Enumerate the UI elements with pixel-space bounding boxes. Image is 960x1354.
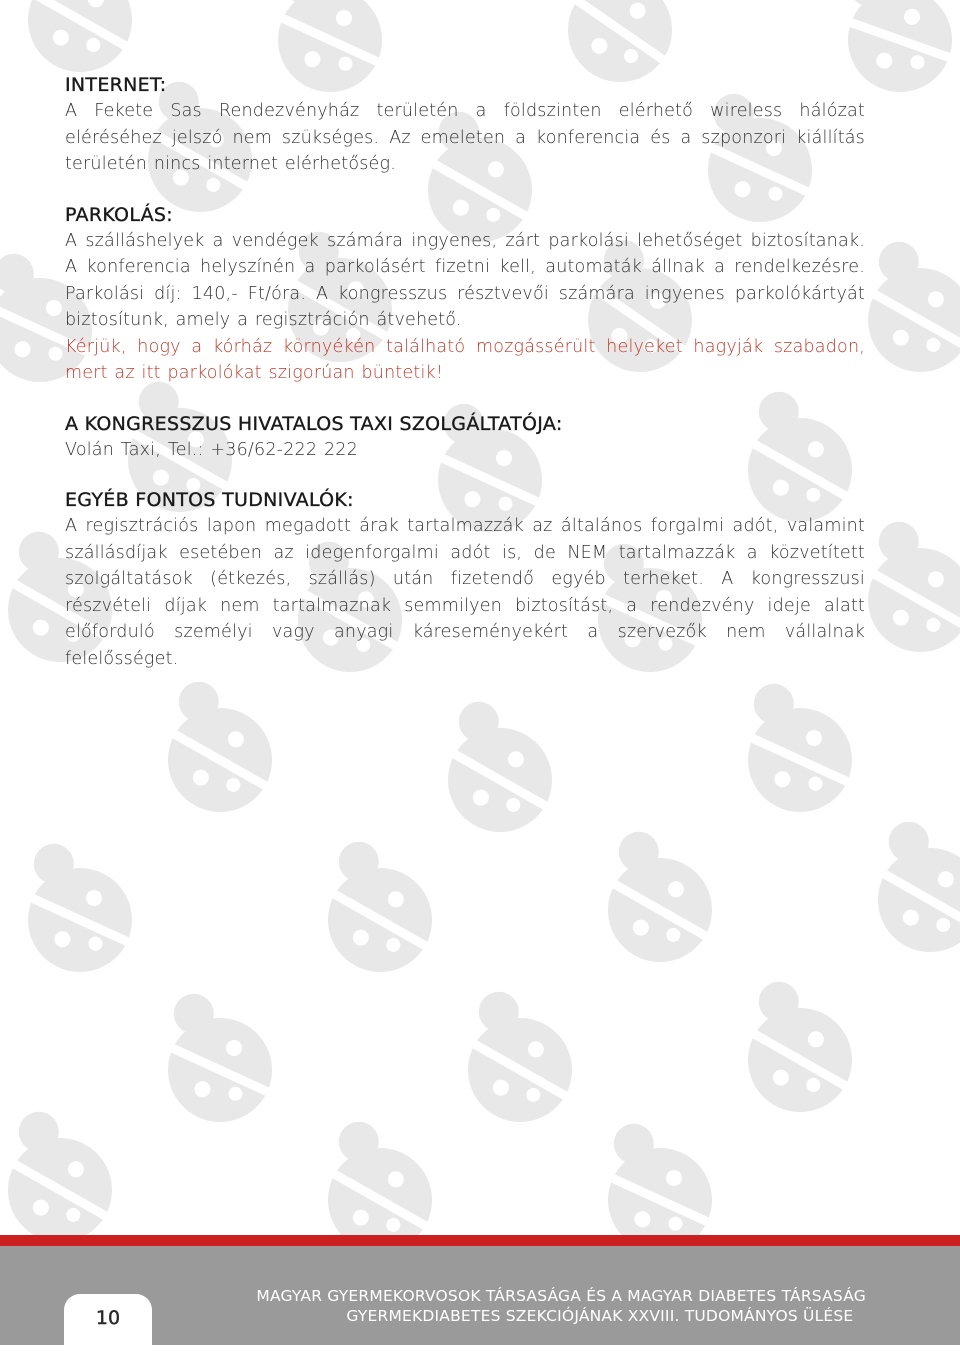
footer-line-1: MAGYAR GYERMEKORVOSOK TÁRSASÁGA ÉS A MAGYAR DIABETES TÁRSASÁG	[256, 1287, 866, 1305]
parking-warning: Kérjük, hogy a kórház környékén található mozgássérült helyeket hagyják szabadon, mert az itt parkolókat szigorúan büntetik!	[65, 336, 865, 383]
other-info-section	[65, 487, 865, 672]
main-content	[65, 72, 865, 696]
internet-section	[65, 72, 865, 178]
footer-line-2: GYERMEKDIABETES SZEKCIÓJÁNAK XXVIII. TUDOMÁNYOS ÜLÉSE	[346, 1307, 854, 1325]
parking-section	[65, 202, 865, 387]
other-info-text: A regisztrációs lapon megadott árak tartalmazzák az általános forgalmi adót, valamint szállásdíjak esetében az idegenforgalmi adót is, de NEM tartalmazzák a közvetített szolgáltatások (étkezés, szállás) után fizetendő egyéb terheket. A kongresszusi részvételi díjak nem tartalmaznak semmilyen biztosítást, a rendezvény ideje alatt előforduló személyi vagy anyagi káreseményekért a szervezők nem vállalnak felelősséget.	[65, 516, 865, 669]
taxi-heading: A KONGRESSZUS HIVATALOS TAXI SZOLGÁLTATÓJA:	[65, 412, 563, 435]
parking-text: A szálláshelyek a vendégek számára ingyenes, zárt parkolási lehetőséget biztosítanak. A konferencia helyszínén a parkolásért fizetni kell, automaták állnak a rendelkezésre. Parkolási díj: 140,- Ft/óra. A kongresszus résztvevői számára ingyenes parkolókártyát biztosítunk, amely a regisztráción átvehető.	[65, 230, 865, 330]
page-footer	[0, 1246, 960, 1345]
internet-heading: INTERNET:	[65, 74, 167, 96]
internet-text: A Fekete Sas Rendezvényház területén a földszinten elérhető wireless hálózat eléréséhez jelszó nem szükséges. Az emeleten a konferencia és a szponzori kiállítás területén nincs internet elérhetőség.	[65, 101, 865, 174]
page-number-tab	[64, 1294, 152, 1354]
other-info-heading: EGYÉB FONTOS TUDNIVALÓK:	[65, 489, 354, 511]
page-number: 10	[95, 1307, 121, 1329]
parking-heading: PARKOLÁS:	[65, 203, 173, 226]
footer-red-rule	[0, 1235, 960, 1246]
footer-society-text	[256, 1286, 866, 1326]
taxi-section	[65, 411, 865, 464]
taxi-text: Volán Taxi, Tel.: +36/62-222 222	[65, 439, 358, 460]
